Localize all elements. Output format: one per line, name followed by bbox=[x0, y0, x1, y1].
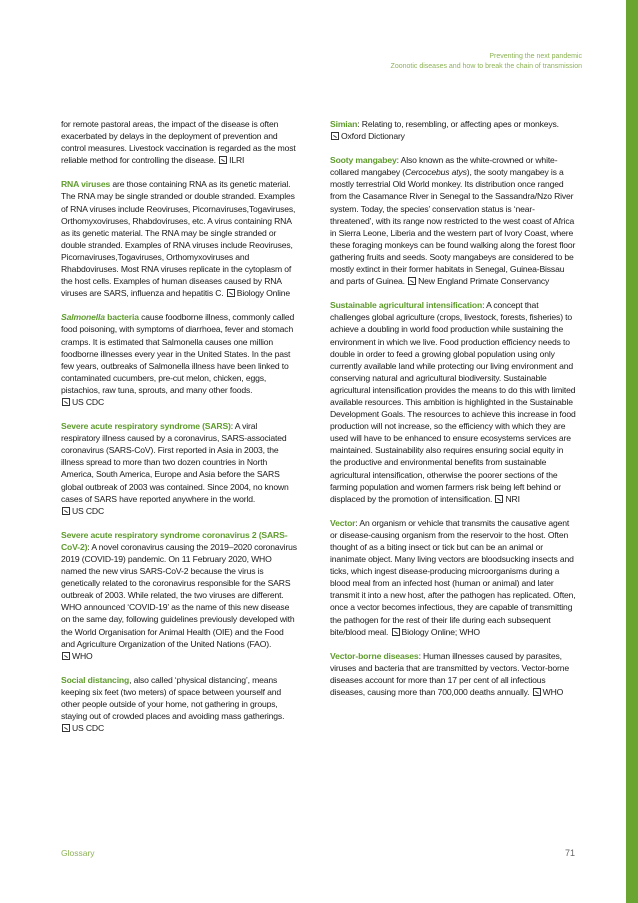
source-link-icon[interactable] bbox=[392, 628, 400, 636]
glossary-term: Social distancing bbox=[61, 674, 130, 685]
source-ref[interactable]: New England Primate Conservancy bbox=[418, 276, 550, 287]
source-ref[interactable]: US CDC bbox=[72, 396, 105, 407]
source-ref[interactable]: US CDC bbox=[72, 723, 105, 734]
source-ref[interactable]: ILRI bbox=[229, 155, 245, 166]
source-ref[interactable]: US CDC bbox=[72, 505, 105, 516]
glossary-entry-salmonella: Salmonella bacteria cause foodborne illness, commonly called food poisoning, with symptoms of diarrhoea, fever and stomach cramps. It is estimated that Salmonella causes one million foodborne illnesses every year in the United States. In the past few years, outbreaks of Salmonella illness have been linked to contaminated cucumbers, pre-cut melon, chicken, eggs, pistachios, raw tuna, sprouts, and many other foods. US CDC bbox=[61, 312, 295, 407]
glossary-entry-social-distancing: Social distancing, also called ‘physical distancing’, means keeping six feet (two meters) of space between yourself and other people outside of your home, not gathering in groups, staying out of crowded places and avoiding mass gatherings. US CDC bbox=[61, 674, 285, 734]
glossary-entry-sars-cov-2: Severe acute respiratory syndrome coronavirus 2 (SARS-CoV-2): A novel coronavirus causing the 2019–2020 coronavirus 2019 (COVID-19) pandemic. On 11 February 2020, WHO named the new virus SARS-CoV-2 because the virus is genetically related to the coronavirus responsible for the SARS outbreak of 2003. While related, the two viruses are different. WHO announced ‘COVID-19’ as the name of this new disease on the same day, following guidelines previously developed with the World Organisation for Animal Health (OIE) and the Food and Agriculture Organization of the United Nations (FAO). WHO bbox=[61, 529, 297, 661]
source-link-icon[interactable] bbox=[495, 495, 503, 503]
glossary-entry-sustainable-intensification: Sustainable agricultural intensification: A concept that challenges global agriculture (crops, livestock, forests, fisheries) to achieve a doubling in world food production while sustaining the environment in which we live. Food production efficiency needs to double in order to feed a growing global population using only currently available land while protecting our living environment and conserving natural and agricultural biodiversity. Sustainable agricultural intensification provides the means to do this with limited available resources. This ambition is highlighted in the Sustainable Development Goals. The resources to achieve this increase in food production will not increase, so the efficiency with which they are used will have to be enhanced to ensure ecosystems services are maintained. Sustainability also requires ensuring social equity in the productive and environmental benefits from sustainable agricultural intensification, otherwise the poorer sections of the farming population and women farmers risk being left behind or displaced by the promotion of intensification. NRI bbox=[330, 300, 576, 504]
header-subtitle: Zoonotic diseases and how to break the chain of transmission bbox=[390, 63, 582, 70]
glossary-entry-sooty-mangabey: Sooty mangabey: Also known as the white-crowned or white-collared mangabey (Cercocebus atys), the sooty mangabey is a mostly terrestrial Old World monkey. Its distribution once ranged from the Casamance River in Senegal to the Sassandra/Nzo River system. Today, the species’ conservation status is ‘near-threatened’, with its range now restricted to the west coast of Africa in Sierra Leone, Liberia and the western part of Ivory Coast, where these foraging monkeys can be found walking along the forest floor gathering fruits and seeds. Sooty mangabeys are considered to be mostly extinct in their former habitats in Senegal, Guinea-Bissau and parts of Guinea. New England Primate Conservancy bbox=[330, 155, 576, 287]
source-ref[interactable]: WHO bbox=[72, 650, 93, 661]
glossary-entry-simian: Simian: Relating to, resembling, or affecting apes or monkeys. Oxford Dictionary bbox=[330, 119, 559, 142]
glossary-term: Salmonella bacteria bbox=[61, 312, 139, 323]
source-link-icon[interactable] bbox=[408, 277, 416, 285]
glossary-term: Severe acute respiratory syndrome coronavirus 2 (SARS-CoV-2) bbox=[61, 529, 288, 552]
right-column bbox=[330, 118, 576, 710]
source-link-icon[interactable] bbox=[62, 652, 70, 660]
glossary-term: Severe acute respiratory syndrome (SARS) bbox=[61, 421, 231, 432]
source-ref[interactable]: NRI bbox=[505, 493, 520, 504]
glossary-entry-sars: Severe acute respiratory syndrome (SARS): A viral respiratory illness caused by a coronavirus, SARS-associated coronavirus (SARS-CoV). First reported in Asia in 2003, the illness spread to more than two dozen countries in North America, South America, Europe and Asia before the SARS global outbreak of 2003 was contained. Since 2004, no known cases of SARS have reported anywhere in the world. US CDC bbox=[61, 421, 289, 516]
glossary-entry-rna-viruses: RNA viruses are those containing RNA as its genetic material. The RNA may be single stranded or double stranded. Examples of RNA viruses include Reoviruses, Picornaviruses,Togaviruses, Orthomyxoviruses, Rhabdoviruses, etc. A virus containing RNA as its genetic material. The RNA may be single stranded or double stranded. Examples of RNA viruses include Reoviruses, Picornaviruses,Togaviruses, Orthomyxoviruses and Rhabdoviruses. Most RNA viruses replicate in the cytoplasm of the host cells. Examples of human diseases caused by RNA viruses are SARS, influenza and hepatitis C. Biology Online bbox=[61, 179, 296, 299]
header-title: Preventing the next pandemic bbox=[489, 53, 582, 60]
glossary-term: Sustainable agricultural intensification bbox=[330, 300, 483, 311]
source-ref[interactable]: WHO bbox=[542, 687, 564, 698]
source-link-icon[interactable] bbox=[62, 398, 70, 406]
glossary-entry-vector-borne-diseases: Vector-borne diseases: Human illnesses caused by parasites, viruses and bacteria that are transmitted by vectors. Vector-borne diseases account for more than 17 per cent of all infectious diseases, causing more than 700,000 deaths annually. WHO bbox=[330, 650, 569, 698]
glossary-term: Simian bbox=[330, 119, 358, 129]
glossary-entry-continued: for remote pastoral areas, the impact of the disease is often exacerbated by delays in the deployment of prevention and control measures. Livestock vaccination is regarded as the most reliable method for controlling the disease. ILRI bbox=[61, 119, 296, 166]
source-ref[interactable]: Biology Online; WHO bbox=[401, 626, 480, 637]
source-ref[interactable]: Oxford Dictionary bbox=[341, 131, 405, 142]
source-link-icon[interactable] bbox=[62, 507, 70, 515]
glossary-entry-vector: Vector: An organism or vehicle that transmits the causative agent or disease-causing organism from the reservoir to the host. Often thought of as a biting insect or tick but can be an animal or inanimate object. Many living vectors are bloodsucking insects and ticks, which ingest disease-producing microorganisms during a blood meal from an infected host (human or animal) and later transmit it into a new host, after the pathogen has replicated. Often, once a vector becomes infectious, they are capable of transmitting the pathogen for the rest of their life during each subsequent bite/blood meal. Biology Online; WHO bbox=[330, 517, 576, 637]
decorative-edge-bar bbox=[626, 0, 638, 903]
left-column bbox=[61, 118, 297, 746]
glossary-term: RNA viruses bbox=[61, 179, 111, 190]
glossary-term: Vector-borne diseases bbox=[330, 650, 419, 661]
source-link-icon[interactable] bbox=[227, 289, 235, 297]
source-ref[interactable]: Biology Online bbox=[236, 288, 291, 299]
source-link-icon[interactable] bbox=[219, 156, 227, 164]
source-link-icon[interactable] bbox=[331, 132, 339, 140]
source-link-icon[interactable] bbox=[533, 688, 541, 696]
footer-section-label: Glossary bbox=[61, 848, 95, 858]
source-link-icon[interactable] bbox=[62, 724, 70, 732]
running-header bbox=[391, 52, 582, 72]
glossary-term: Sooty mangabey bbox=[330, 155, 397, 166]
glossary-term: Vector bbox=[330, 517, 356, 528]
page-number: 71 bbox=[565, 848, 576, 858]
